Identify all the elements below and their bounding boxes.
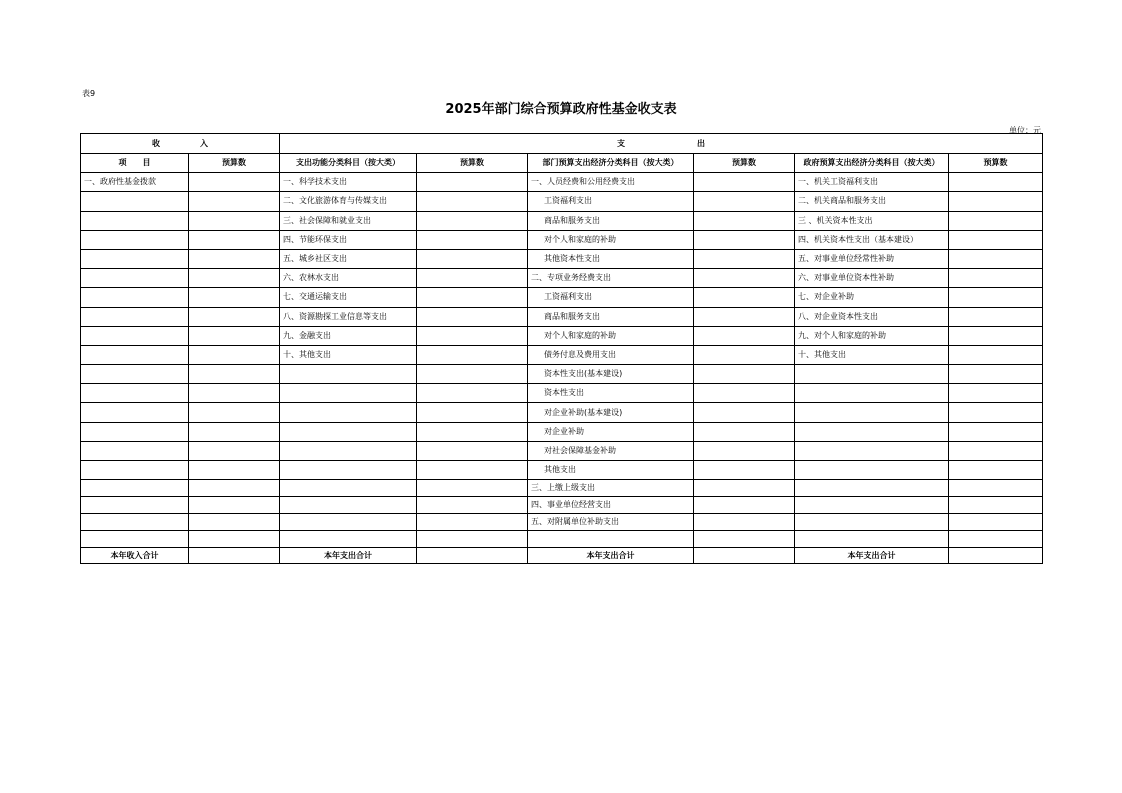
expense-total-value-1 [417, 548, 528, 564]
expense-total-label-3: 本年支出合计 [795, 548, 949, 564]
income-budget-cell [189, 403, 280, 422]
dept-econ-budget-cell [694, 480, 795, 497]
function-class-item-cell [280, 497, 417, 514]
income-budget-cell [189, 384, 280, 403]
dept-econ-item-cell [528, 531, 694, 548]
income-item-cell: 一、政府性基金拨款 [81, 173, 189, 192]
function-class-item-cell: 八、资源勘探工业信息等支出 [280, 307, 417, 326]
income-item-cell [81, 514, 189, 531]
income-budget-cell [189, 288, 280, 307]
dept-econ-item-cell: 对企业补助(基本建设) [528, 403, 694, 422]
function-budget-cell [417, 497, 528, 514]
function-budget-cell [417, 345, 528, 364]
function-class-item-cell: 七、交通运输支出 [280, 288, 417, 307]
gov-econ-budget-cell [949, 441, 1043, 460]
function-class-item-cell [280, 365, 417, 384]
gov-econ-budget-cell [949, 326, 1043, 345]
dept-econ-item-cell: 三、上缴上级支出 [528, 480, 694, 497]
income-item-cell [81, 365, 189, 384]
gov-econ-item-cell: 十、其他支出 [795, 345, 949, 364]
income-item-cell [81, 249, 189, 268]
col-budget-header-3: 预算数 [694, 154, 795, 173]
table-row [81, 230, 1043, 249]
header-row-top [81, 134, 1043, 154]
table-row [81, 307, 1043, 326]
income-item-cell [81, 211, 189, 230]
function-budget-cell [417, 531, 528, 548]
income-item-cell [81, 345, 189, 364]
dept-econ-budget-cell [694, 384, 795, 403]
gov-econ-budget-cell [949, 269, 1043, 288]
income-budget-cell [189, 461, 280, 480]
dept-econ-item-cell: 商品和服务支出 [528, 307, 694, 326]
table-row [81, 211, 1043, 230]
col-budget-header-2: 预算数 [417, 154, 528, 173]
function-budget-cell [417, 422, 528, 441]
function-budget-cell [417, 230, 528, 249]
table-row [81, 288, 1043, 307]
gov-econ-budget-cell [949, 307, 1043, 326]
function-budget-cell [417, 480, 528, 497]
function-class-item-cell: 五、城乡社区支出 [280, 249, 417, 268]
gov-econ-item-cell [795, 497, 949, 514]
col-item-header: 项 目 [81, 154, 189, 173]
gov-econ-item-cell [795, 403, 949, 422]
gov-econ-item-cell [795, 514, 949, 531]
dept-econ-item-cell: 四、事业单位经营支出 [528, 497, 694, 514]
function-class-item-cell: 二、文化旅游体育与传媒支出 [280, 192, 417, 211]
dept-econ-budget-cell [694, 461, 795, 480]
table-row [81, 480, 1043, 497]
gov-econ-budget-cell [949, 365, 1043, 384]
income-budget-cell [189, 441, 280, 460]
income-budget-cell [189, 211, 280, 230]
gov-econ-item-cell [795, 422, 949, 441]
dept-econ-budget-cell [694, 514, 795, 531]
income-budget-cell [189, 480, 280, 497]
gov-econ-budget-cell [949, 288, 1043, 307]
dept-econ-item-cell: 对个人和家庭的补助 [528, 230, 694, 249]
dept-econ-budget-cell [694, 326, 795, 345]
gov-econ-budget-cell [949, 211, 1043, 230]
expense-header: 支 出 [280, 134, 1043, 154]
gov-econ-budget-cell [949, 403, 1043, 422]
col-budget-header-1: 预算数 [189, 154, 280, 173]
income-budget-cell [189, 173, 280, 192]
income-item-cell [81, 384, 189, 403]
function-class-item-cell [280, 384, 417, 403]
income-item-cell [81, 497, 189, 514]
table-row [81, 461, 1043, 480]
function-budget-cell [417, 288, 528, 307]
unit-label: 单位：元 [1009, 126, 1041, 135]
dept-econ-item-cell: 其他资本性支出 [528, 249, 694, 268]
table-row [81, 497, 1043, 514]
dept-econ-item-cell: 工资福利支出 [528, 288, 694, 307]
col-budget-header-4: 预算数 [949, 154, 1043, 173]
expense-total-value-2 [694, 548, 795, 564]
income-item-cell [81, 441, 189, 460]
income-item-cell [81, 403, 189, 422]
dept-econ-budget-cell [694, 269, 795, 288]
income-total-label: 本年收入合计 [81, 548, 189, 564]
function-budget-cell [417, 192, 528, 211]
function-budget-cell [417, 326, 528, 345]
income-item-cell [81, 480, 189, 497]
income-budget-cell [189, 192, 280, 211]
dept-econ-budget-cell [694, 531, 795, 548]
dept-econ-budget-cell [694, 497, 795, 514]
gov-econ-budget-cell [949, 514, 1043, 531]
function-class-item-cell [280, 422, 417, 441]
gov-econ-budget-cell [949, 422, 1043, 441]
table-row [81, 173, 1043, 192]
income-budget-cell [189, 230, 280, 249]
dept-econ-item-cell: 资本性支出 [528, 384, 694, 403]
dept-econ-item-cell: 资本性支出(基本建设) [528, 365, 694, 384]
table-row [81, 441, 1043, 460]
gov-econ-item-cell: 五、对事业单位经常性补助 [795, 249, 949, 268]
gov-econ-item-cell [795, 384, 949, 403]
gov-econ-budget-cell [949, 173, 1043, 192]
gov-econ-item-cell [795, 441, 949, 460]
totals-row [81, 548, 1043, 564]
gov-econ-budget-cell [949, 497, 1043, 514]
col-dept-econ-class-header: 部门预算支出经济分类科目（按大类） [528, 154, 694, 173]
function-class-item-cell: 三、社会保障和就业支出 [280, 211, 417, 230]
expense-total-label-2: 本年支出合计 [528, 548, 694, 564]
dept-econ-item-cell: 其他支出 [528, 461, 694, 480]
function-budget-cell [417, 307, 528, 326]
dept-econ-item-cell: 对社会保障基金补助 [528, 441, 694, 460]
income-item-cell [81, 461, 189, 480]
table-row [81, 365, 1043, 384]
function-class-item-cell: 六、农林水支出 [280, 269, 417, 288]
function-budget-cell [417, 211, 528, 230]
function-budget-cell [417, 249, 528, 268]
dept-econ-budget-cell [694, 173, 795, 192]
table-body [81, 173, 1043, 548]
income-budget-cell [189, 345, 280, 364]
table-row [81, 326, 1043, 345]
gov-econ-budget-cell [949, 230, 1043, 249]
income-item-cell [81, 288, 189, 307]
table-row [81, 422, 1043, 441]
budget-table [80, 133, 1043, 564]
page-title: 2025年部门综合预算政府性基金收支表 [445, 102, 677, 117]
dept-econ-budget-cell [694, 288, 795, 307]
function-class-item-cell [280, 531, 417, 548]
income-item-cell [81, 192, 189, 211]
gov-econ-budget-cell [949, 192, 1043, 211]
gov-econ-budget-cell [949, 384, 1043, 403]
dept-econ-budget-cell [694, 307, 795, 326]
dept-econ-budget-cell [694, 249, 795, 268]
income-budget-cell [189, 269, 280, 288]
income-budget-cell [189, 497, 280, 514]
dept-econ-item-cell: 二、专项业务经费支出 [528, 269, 694, 288]
dept-econ-budget-cell [694, 345, 795, 364]
table-row [81, 384, 1043, 403]
dept-econ-item-cell: 对个人和家庭的补助 [528, 326, 694, 345]
dept-econ-budget-cell [694, 365, 795, 384]
table-row [81, 192, 1043, 211]
gov-econ-item-cell: 三 、机关资本性支出 [795, 211, 949, 230]
gov-econ-budget-cell [949, 461, 1043, 480]
function-budget-cell [417, 403, 528, 422]
function-budget-cell [417, 441, 528, 460]
function-budget-cell [417, 461, 528, 480]
function-budget-cell [417, 269, 528, 288]
gov-econ-budget-cell [949, 345, 1043, 364]
function-budget-cell [417, 365, 528, 384]
gov-econ-item-cell: 一、机关工资福利支出 [795, 173, 949, 192]
gov-econ-item-cell [795, 480, 949, 497]
income-budget-cell [189, 326, 280, 345]
table-row [81, 249, 1043, 268]
function-class-item-cell [280, 480, 417, 497]
dept-econ-budget-cell [694, 441, 795, 460]
income-budget-cell [189, 514, 280, 531]
income-item-cell [81, 422, 189, 441]
income-item-cell [81, 230, 189, 249]
income-budget-cell [189, 307, 280, 326]
function-class-item-cell [280, 461, 417, 480]
gov-econ-item-cell: 四、机关资本性支出（基本建设） [795, 230, 949, 249]
table-row [81, 514, 1043, 531]
dept-econ-item-cell: 对企业补助 [528, 422, 694, 441]
col-gov-econ-class-header: 政府预算支出经济分类科目（按大类） [795, 154, 949, 173]
function-class-item-cell: 九、金融支出 [280, 326, 417, 345]
function-class-item-cell: 四、节能环保支出 [280, 230, 417, 249]
gov-econ-item-cell: 二、机关商品和服务支出 [795, 192, 949, 211]
gov-econ-item-cell [795, 365, 949, 384]
income-budget-cell [189, 365, 280, 384]
expense-total-value-3 [949, 548, 1043, 564]
income-header: 收 入 [81, 134, 280, 154]
gov-econ-item-cell: 七、对企业补助 [795, 288, 949, 307]
col-function-class-header: 支出功能分类科目（按大类） [280, 154, 417, 173]
dept-econ-budget-cell [694, 422, 795, 441]
dept-econ-item-cell: 商品和服务支出 [528, 211, 694, 230]
income-budget-cell [189, 422, 280, 441]
table-row [81, 403, 1043, 422]
dept-econ-item-cell: 五、对附属单位补助支出 [528, 514, 694, 531]
gov-econ-item-cell [795, 531, 949, 548]
gov-econ-item-cell [795, 461, 949, 480]
gov-econ-budget-cell [949, 531, 1043, 548]
income-item-cell [81, 269, 189, 288]
income-item-cell [81, 326, 189, 345]
dept-econ-budget-cell [694, 211, 795, 230]
function-budget-cell [417, 173, 528, 192]
table-number-label: 表9 [82, 89, 96, 98]
table-row [81, 531, 1043, 548]
gov-econ-budget-cell [949, 249, 1043, 268]
dept-econ-budget-cell [694, 192, 795, 211]
function-budget-cell [417, 384, 528, 403]
expense-total-label-1: 本年支出合计 [280, 548, 417, 564]
income-total-value [189, 548, 280, 564]
function-class-item-cell [280, 403, 417, 422]
function-class-item-cell: 十、其他支出 [280, 345, 417, 364]
gov-econ-budget-cell [949, 480, 1043, 497]
header-row-columns [81, 154, 1043, 173]
income-item-cell [81, 531, 189, 548]
dept-econ-item-cell: 债务付息及费用支出 [528, 345, 694, 364]
income-budget-cell [189, 531, 280, 548]
dept-econ-item-cell: 一、人员经费和公用经费支出 [528, 173, 694, 192]
function-class-item-cell [280, 441, 417, 460]
function-class-item-cell [280, 514, 417, 531]
function-budget-cell [417, 514, 528, 531]
function-class-item-cell: 一、科学技术支出 [280, 173, 417, 192]
gov-econ-item-cell: 八、对企业资本性支出 [795, 307, 949, 326]
gov-econ-item-cell: 九、对个人和家庭的补助 [795, 326, 949, 345]
income-budget-cell [189, 249, 280, 268]
gov-econ-item-cell: 六、对事业单位资本性补助 [795, 269, 949, 288]
dept-econ-budget-cell [694, 230, 795, 249]
dept-econ-item-cell: 工资福利支出 [528, 192, 694, 211]
table-row [81, 269, 1043, 288]
table-row [81, 345, 1043, 364]
income-item-cell [81, 307, 189, 326]
dept-econ-budget-cell [694, 403, 795, 422]
